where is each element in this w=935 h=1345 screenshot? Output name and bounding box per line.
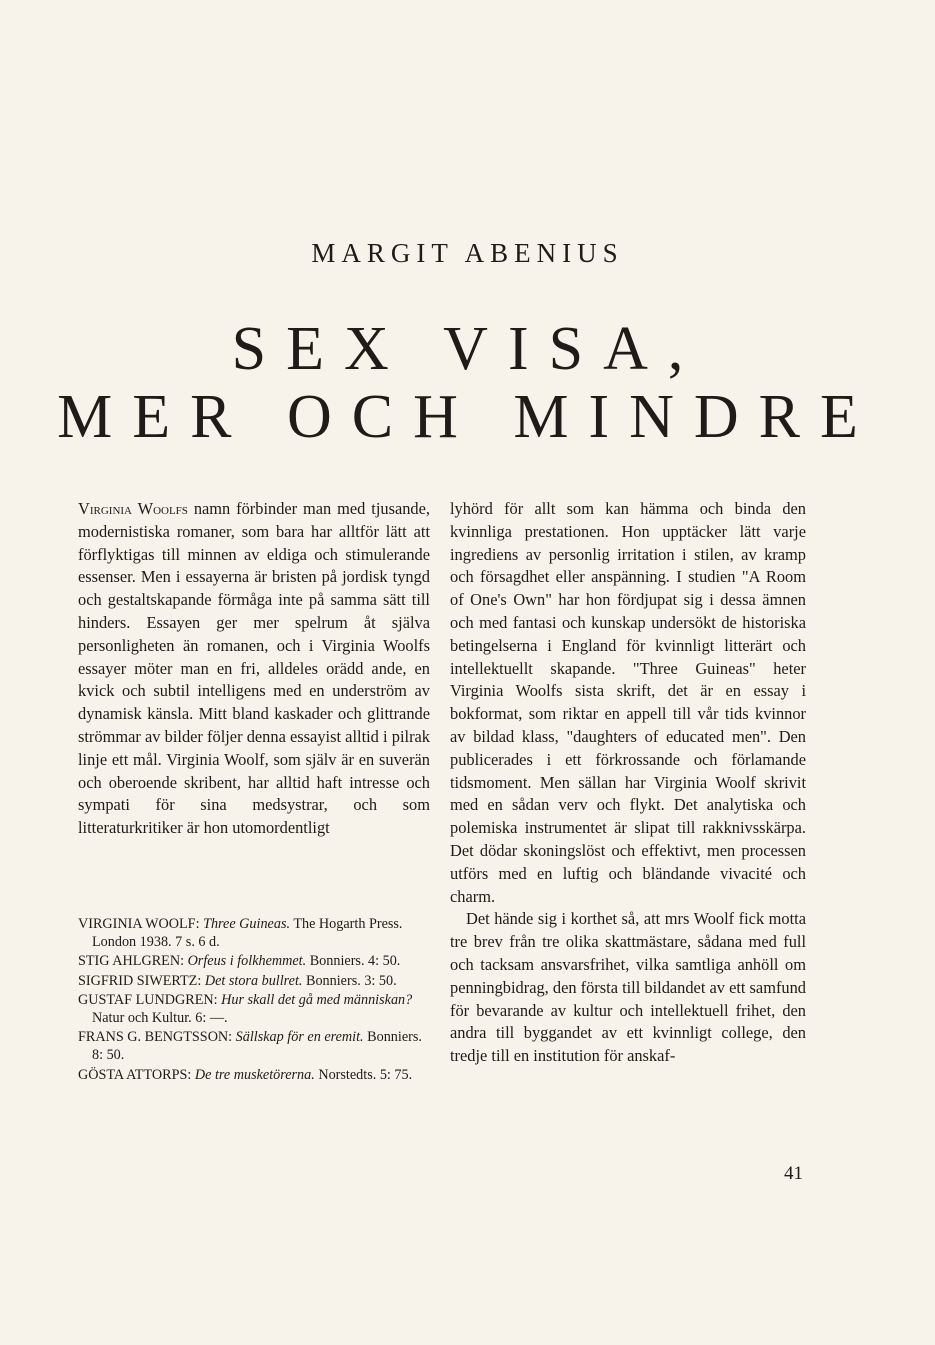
right-column-paragraph-1: lyhörd för allt som kan hämma och binda den kvinnliga prestationen. Hon upptäcker lätt varje ingrediens av personlig irritation i stilen, av kramp och försagdhet eller anspänning. I studien "A Room of One's Own" har hon fördjupat sig i dessa ämnen och med fantasi och kunskap undersökt de historiska betingelserna i England för kvinnligt litterärt och intellektuellt skapande. "Three Guineas" heter Virginia Woolfs sista skrift, det är en essay i bokformat, som riktar en appell till vår tids kvinnor av bildad klass, "daughters of educated men". Den publicerades i ett förkrossande och förlamande tidsmoment. Men sällan har Virginia Woolf skrivit med en sådan verv och flykt. Det analytiska och polemiska instrumentet är slipat till rakknivsskärpa. Det dödar skoningslöst och effektivt, men processen utförs med en luftig och bländande vivacité och charm. [450, 499, 806, 906]
right-column [450, 498, 806, 1068]
reference-author: FRANS G. BENGTSSON: [78, 1029, 233, 1046]
reference-publisher: The Hogarth Press. London 1938. 7 s. 6 d. [92, 916, 403, 951]
reference-item [78, 952, 430, 970]
reference-publisher: Norstedts. 5: 75. [318, 1066, 413, 1083]
reference-publisher: Bonniers. 4: 50. [309, 953, 401, 970]
reference-publisher: Bonniers. 3: 50. [306, 972, 397, 989]
reference-work: Three Guineas. [203, 916, 291, 932]
reference-list [78, 915, 430, 1085]
reference-work: Det stora bullret. [204, 972, 303, 989]
reference-item [78, 915, 430, 951]
reference-work: Orfeus i folkhemmet. [187, 953, 307, 970]
reference-author: VIRGINIA WOOLF: [78, 916, 200, 932]
reference-work: De tre musketörerna. [194, 1066, 315, 1083]
reference-publisher: Bonniers. 8: 50. [92, 1029, 422, 1064]
title-line-2: MER OCH MINDRE [57, 383, 878, 451]
reference-author: GÖSTA ATTORPS: [78, 1066, 192, 1083]
reference-item [78, 1028, 430, 1064]
left-column-paragraph [78, 498, 430, 840]
reference-item [78, 1066, 430, 1084]
title-line-1: SEX VISA, [231, 315, 704, 383]
page-number: 41 [784, 1163, 803, 1184]
author-name: MARGIT ABENIUS [311, 238, 624, 268]
reference-item [78, 991, 430, 1027]
left-column-text: namn förbinder man med tjusande, modernistiska romaner, som bara har alltför lätt att förflyktigas till minnen av eldiga och stimulerande essenser. Men i essayerna är bristen på jordisk tyngd och gestaltskapande förmåga inte på samma sätt till hinders. Essayen ger mer spelrum åt själva personligheten än romanen, och i Virginia Woolfs essayer möter man en fri, alldeles orädd ande, en kvick och subtil intelligens med en underström av dynamisk känsla. Mitt bland kaskader och glittrande strömmar av bilder följer denna essayist alltid i pilrak linje ett mål. Virginia Woolf, som själv är en suverän och oberoende skribent, har alltid haft intresse och sympati för sina medsystrar, och som litteraturkritiker är hon utomordentligt [78, 499, 431, 838]
reference-work: Sällskap för en eremit. [235, 1029, 364, 1046]
reference-author: STIG AHLGREN: [78, 953, 185, 970]
right-column-paragraph-2: Det hände sig i korthet så, att mrs Woolf fick motta tre brev från tre olika skattmästare, sådana med full och tacksam ansvarsfrihet, vilka samtliga anhöll om penningbidrag, den första till bildandet av ett samfund för bevarande av kultur och intellektuell frihet, den andra till byggandet av ett kvinnligt college, den tredje till en institution för anskaf- [450, 909, 806, 1066]
lead-name: Virginia Woolfs [78, 499, 188, 518]
reference-author: GUSTAF LUNDGREN: [78, 991, 218, 1008]
reference-publisher: Natur och Kultur. 6: —. [92, 1010, 228, 1027]
reference-item [78, 972, 430, 990]
left-column [78, 498, 430, 840]
reference-author: SIGFRID SIWERTZ: [78, 972, 202, 989]
reference-work: Hur skall det gå med människan? [221, 991, 413, 1008]
